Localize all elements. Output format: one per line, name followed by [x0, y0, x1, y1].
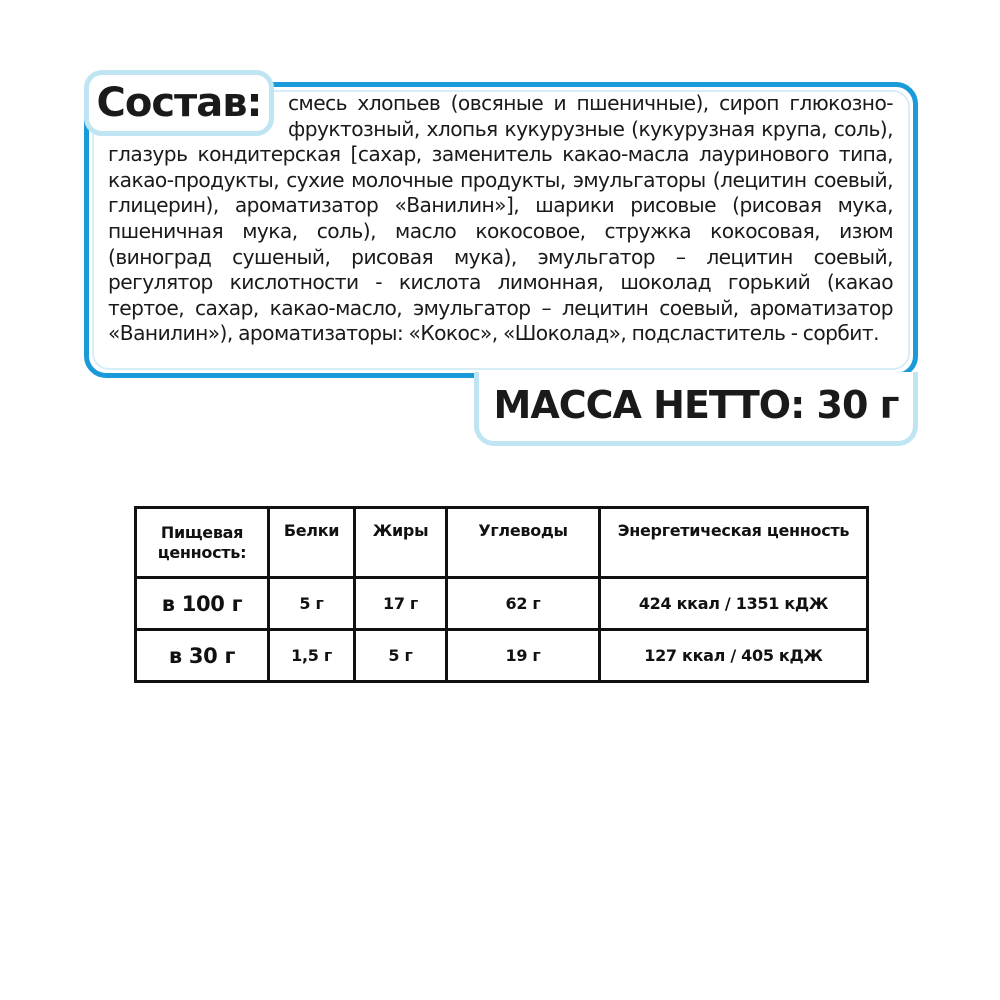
cell-proteins-30g: 1,5 г: [269, 630, 355, 682]
header-carbohydrates: Углеводы: [447, 508, 600, 578]
ingredients-text: смесь хлопьев (овсяные и пшеничные), сироп глюкозно-фруктозный, хлопья кукурузные (кукурузная крупа, соль), глазурь кондитерская [сахар, заменитель какао-масла лауринового типа, какао-продукты, сухие молочные продукты, эмульгаторы (лецитин соевый, глицерин), ароматизатор «Ванилин»], шарики рисовые (рисовая мука, пшеничная мука, соль), масло кокосовое, стружка кокосовая, изюм (виноград сушеный, рисовая мука), эмульгатор – лецитин соевый, регулятор кислотности - кислота лимонная, шоколад горький (какао тертое, сахар, какао-масло, эмульгатор – лецитин соевый, ароматизатор «Ванилин»), ароматизаторы: «Кокос», «Шоколад», подсластитель - сорбит.: [108, 91, 893, 346]
cell-carbs-100g: 62 г: [447, 578, 600, 630]
cell-fats-100g: 17 г: [355, 578, 447, 630]
table-header-row: [136, 508, 868, 578]
net-mass-label: МАССА НЕТТО: 30 г: [493, 382, 899, 427]
header-proteins: Белки: [269, 508, 355, 578]
cell-fats-30g: 5 г: [355, 630, 447, 682]
cell-energy-30g: 127 ккал / 405 кДЖ: [600, 630, 868, 682]
cell-proteins-100g: 5 г: [269, 578, 355, 630]
table-row: [136, 630, 868, 682]
ingredients-heading: Состав:: [96, 80, 262, 126]
row-label-30g: в 30 г: [136, 630, 269, 682]
header-energy-value: Энергетическая ценность: [600, 508, 868, 578]
ingredients-heading-tab: [84, 70, 274, 136]
header-nutrition-value: Пищевая ценность:: [136, 508, 269, 578]
cell-carbs-30g: 19 г: [447, 630, 600, 682]
row-label-100g: в 100 г: [136, 578, 269, 630]
header-fats: Жиры: [355, 508, 447, 578]
nutrition-table: [134, 506, 869, 683]
net-mass-tab: [474, 372, 918, 446]
table-row: [136, 578, 868, 630]
cell-energy-100g: 424 ккал / 1351 кДЖ: [600, 578, 868, 630]
